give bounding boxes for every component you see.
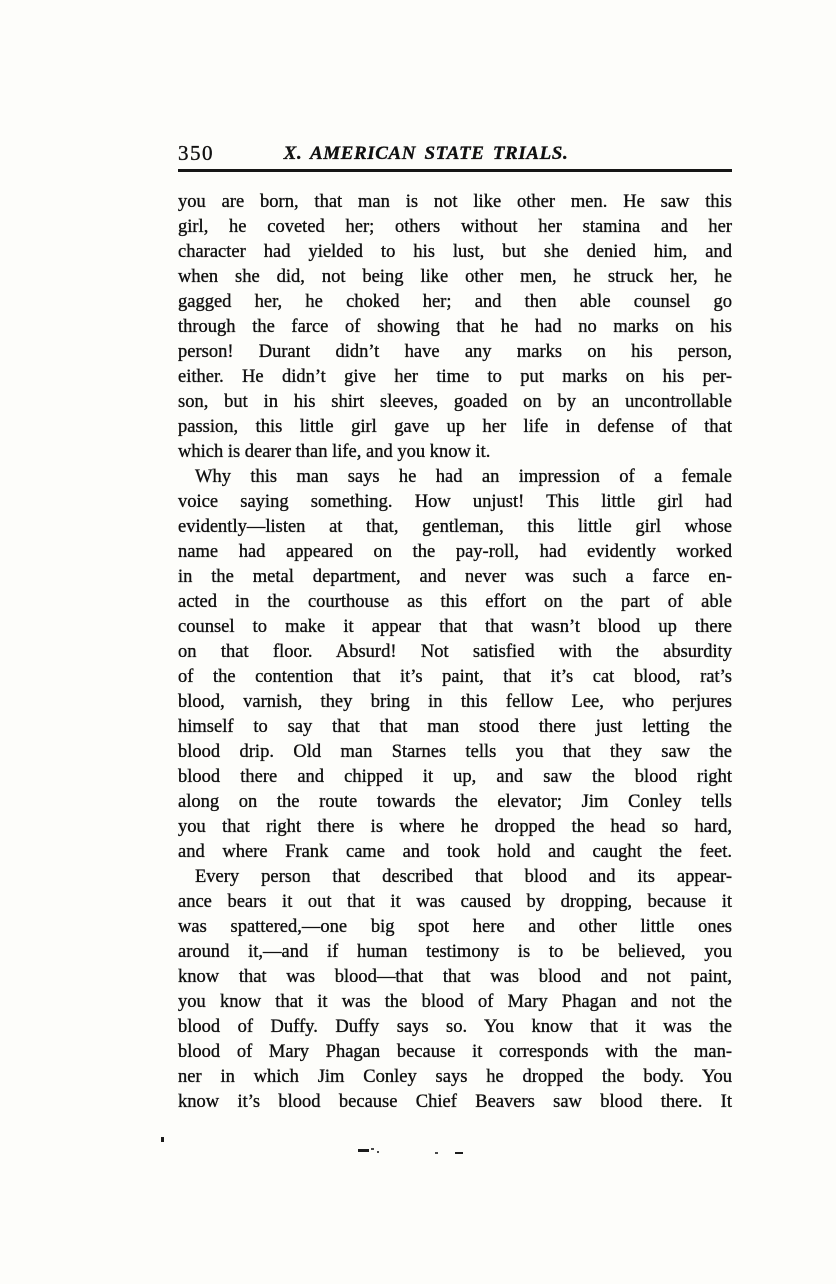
text-line: himself to say that that man stood there just letting the [178,717,732,737]
text-line: ner in which Jim Conley says he dropped the body. You [178,1067,732,1087]
running-header-title: X. AMERICAN STATE TRIALS. [283,143,569,164]
text-line: Why this man says he had an impression of a female [195,467,732,487]
text-line: which is dearer than life, and you know it. [178,442,491,462]
text-line: son, but in his shirt sleeves, goaded on by an uncontrollable [178,392,732,412]
scan-smudge [377,1151,379,1153]
text-line: blood there and chipped it up, and saw the blood right [178,767,732,787]
text-line: blood drip. Old man Starnes tells you that they saw the [178,742,732,762]
scan-smudge [358,1149,369,1152]
text-line: on that floor. Absurd! Not satisfied with the absurdity [178,642,732,662]
text-line: ance bears it out that it was caused by dropping, because it [178,892,732,912]
text-line: you are born, that man is not like other men. He saw this [178,192,732,212]
text-line: blood of Duffy. Duffy says so. You know that it was the [178,1017,732,1037]
text-line: blood of Mary Phagan because it corresponds with the man- [178,1042,732,1062]
scan-smudge [455,1152,463,1154]
paragraph [178,465,732,865]
body-text [178,190,732,1115]
text-line: along on the route towards the elevator; Jim Conley tells [178,792,732,812]
scan-smudge [435,1152,438,1154]
header-rule [178,169,732,172]
text-line: character had yielded to his lust, but she denied him, and [178,242,732,262]
text-line: and where Frank came and took hold and caught the feet. [178,842,732,862]
text-line: gagged her, he choked her; and then able counsel go [178,292,732,312]
text-line: girl, he coveted her; others without her stamina and her [178,217,732,237]
scan-smudge [371,1148,374,1150]
text-line: of the contention that it’s paint, that it’s cat blood, rat’s [178,667,732,687]
paragraph [178,190,732,465]
text-line: through the farce of showing that he had no marks on his [178,317,732,337]
paragraph [178,865,732,1115]
text-line: acted in the courthouse as this effort on the part of able [178,592,732,612]
text-line: person! Durant didn’t have any marks on his person, [178,342,732,362]
text-line: you know that it was the blood of Mary Phagan and not the [178,992,732,1012]
page-number: 350 [178,141,214,165]
text-line: voice saying something. How unjust! This little girl had [178,492,732,512]
text-line: was spattered,—one big spot here and other little ones [178,917,732,937]
text-line: blood, varnish, they bring in this fellow Lee, who perjures [178,692,732,712]
text-line: when she did, not being like other men, he struck her, he [178,267,732,287]
text-line: you that right there is where he dropped the head so hard, [178,817,732,837]
text-line: Every person that described that blood and its appear- [195,867,732,887]
text-line: either. He didn’t give her time to put marks on his per- [178,367,732,387]
text-line: name had appeared on the pay-roll, had evidently worked [178,542,732,562]
text-line: evidently—listen at that, gentleman, this little girl whose [178,517,732,537]
text-line: in the metal department, and never was such a farce en- [178,567,732,587]
text-line: counsel to make it appear that that wasn’t blood up there [178,617,732,637]
text-line: passion, this little girl gave up her life in defense of that [178,417,732,437]
text-line: know that was blood—that that was blood and not paint, [178,967,732,987]
text-line: know it’s blood because Chief Beavers saw blood there. It [178,1092,732,1112]
scan-speck [161,1137,164,1142]
text-line: around it,—and if human testimony is to be believed, you [178,942,732,962]
